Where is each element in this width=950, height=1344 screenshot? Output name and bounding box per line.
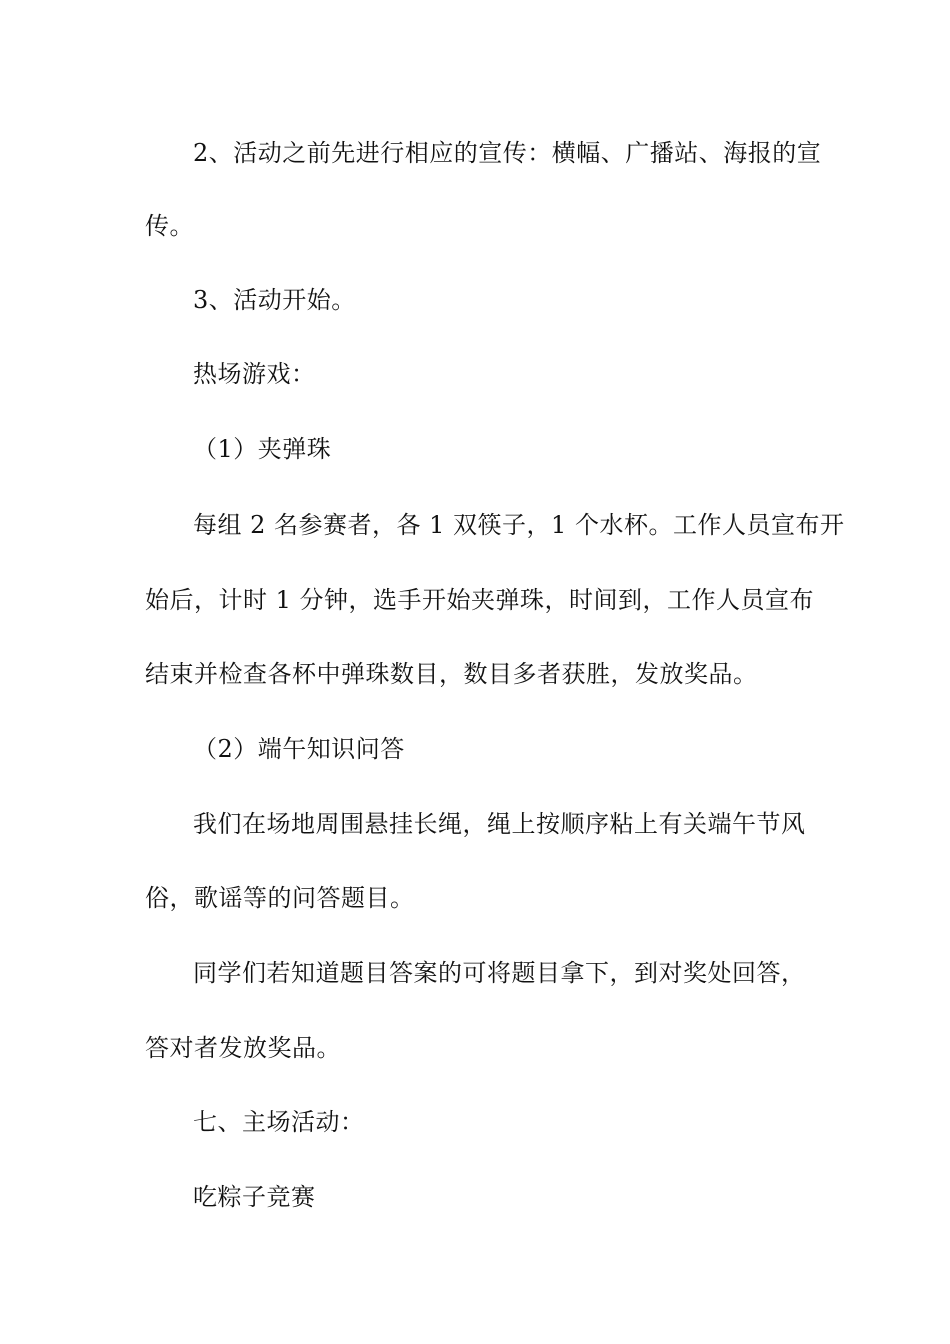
paragraph-marble-rules-line-2: 始后，计时 1 分钟，选手开始夹弹珠，时间到，工作人员宣布 (145, 586, 815, 614)
heading-zongzi-contest: 吃粽子竞赛 (193, 1183, 316, 1211)
paragraph-quiz-setup-line-1: 我们在场地周围悬挂长绳，绳上按顺序粘上有关端午节风 (193, 810, 806, 838)
heading-dragon-boat-quiz: （2）端午知识问答 (193, 735, 405, 763)
heading-marble-game: （1）夹弹珠 (193, 435, 332, 463)
paragraph-marble-rules-line-3: 结束并检查各杯中弹珠数目，数目多者获胜，发放奖品。 (145, 660, 758, 688)
paragraph-quiz-setup-line-2: 俗，歌谣等的问答题目。 (145, 884, 415, 912)
paragraph-publicity-line-1: 2、活动之前先进行相应的宣传：横幅、广播站、海报的宣 (193, 139, 822, 167)
heading-warmup-games: 热场游戏： (193, 360, 316, 388)
paragraph-marble-rules-line-1: 每组 2 名参赛者，各 1 双筷子，1 个水杯。工作人员宣布开 (193, 511, 845, 539)
paragraph-quiz-answer-line-2: 答对者发放奖品。 (145, 1034, 341, 1062)
paragraph-publicity-line-2: 传。 (145, 212, 194, 240)
heading-main-activity: 七、主场活动： (193, 1108, 365, 1136)
paragraph-quiz-answer-line-1: 同学们若知道题目答案的可将题目拿下，到对奖处回答， (193, 959, 806, 987)
paragraph-activity-start: 3、活动开始。 (193, 286, 356, 314)
